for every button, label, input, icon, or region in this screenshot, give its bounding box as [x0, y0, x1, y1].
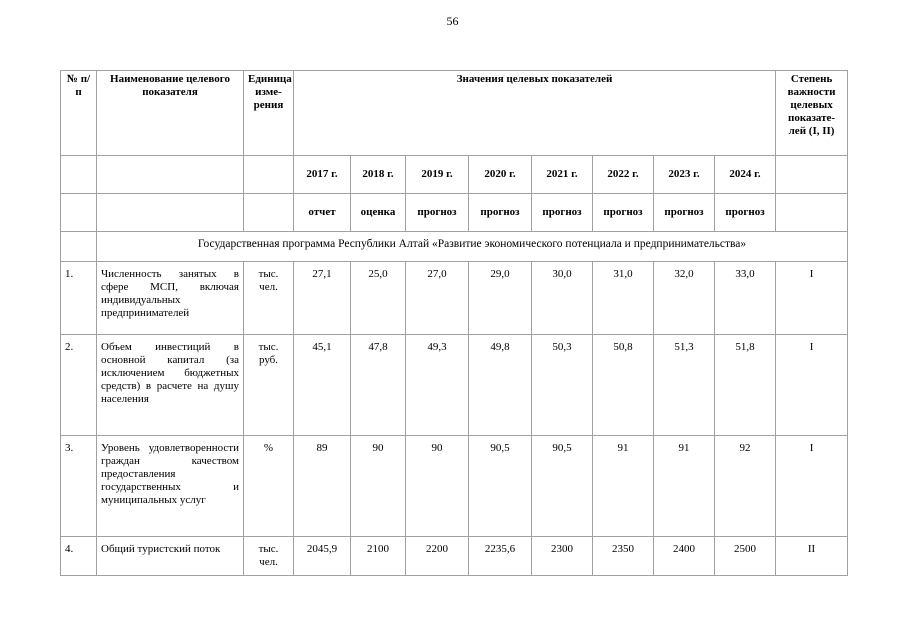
- empty-cell: [97, 156, 244, 194]
- status-cell: прогноз: [532, 194, 593, 232]
- value-cell: 51,3: [654, 335, 715, 436]
- status-cell: прогноз: [715, 194, 776, 232]
- value-cell: 91: [654, 436, 715, 537]
- empty-cell: [61, 232, 97, 262]
- status-cell: отчет: [294, 194, 351, 232]
- value-cell: 29,0: [469, 262, 532, 335]
- year-cell: 2024 г.: [715, 156, 776, 194]
- status-cell: прогноз: [469, 194, 532, 232]
- value-cell: 49,8: [469, 335, 532, 436]
- year-cell: 2023 г.: [654, 156, 715, 194]
- target-indicators-table: [60, 70, 848, 576]
- value-cell: 27,1: [294, 262, 351, 335]
- empty-cell: [776, 156, 848, 194]
- unit-cell: %: [244, 436, 294, 537]
- value-cell: 2045,9: [294, 537, 351, 576]
- value-cell: 90,5: [469, 436, 532, 537]
- unit-cell: тыс. чел.: [244, 537, 294, 576]
- status-cell: прогноз: [654, 194, 715, 232]
- header-importance: Степень важности целевых показате-лей (I, II): [776, 71, 848, 156]
- table-row: [61, 537, 848, 576]
- year-cell: 2018 г.: [351, 156, 406, 194]
- value-cell: 27,0: [406, 262, 469, 335]
- value-cell: 92: [715, 436, 776, 537]
- value-cell: 31,0: [593, 262, 654, 335]
- value-cell: 45,1: [294, 335, 351, 436]
- value-cell: 25,0: [351, 262, 406, 335]
- header-num: № п/п: [61, 71, 97, 156]
- value-cell: 2400: [654, 537, 715, 576]
- program-title: Государственная программа Республики Алтай «Развитие экономического потенциала и предпринимательства»: [97, 232, 848, 262]
- value-cell: 49,3: [406, 335, 469, 436]
- importance-cell: I: [776, 262, 848, 335]
- table-row: [61, 335, 848, 436]
- value-cell: 2200: [406, 537, 469, 576]
- indicator-name: Численность занятых в сфере МСП, включая индивидуальных предпринимателей: [97, 262, 244, 335]
- year-cell: 2021 г.: [532, 156, 593, 194]
- value-cell: 51,8: [715, 335, 776, 436]
- value-cell: 90: [406, 436, 469, 537]
- program-row: [61, 232, 848, 262]
- row-num: 3.: [61, 436, 97, 537]
- year-cell: 2017 г.: [294, 156, 351, 194]
- value-cell: 2500: [715, 537, 776, 576]
- table-row: [61, 436, 848, 537]
- indicator-name: Объем инвестиций в основной капитал (за исключением бюджетных средств) в расчете на душу населения: [97, 335, 244, 436]
- importance-cell: II: [776, 537, 848, 576]
- row-num: 1.: [61, 262, 97, 335]
- value-cell: 91: [593, 436, 654, 537]
- table-row: [61, 262, 848, 335]
- year-cell: 2020 г.: [469, 156, 532, 194]
- value-cell: 89: [294, 436, 351, 537]
- value-cell: 2100: [351, 537, 406, 576]
- importance-cell: I: [776, 436, 848, 537]
- value-cell: 47,8: [351, 335, 406, 436]
- status-cell: прогноз: [593, 194, 654, 232]
- header-indicator-name: Наименование целевого показателя: [97, 71, 244, 156]
- row-num: 2.: [61, 335, 97, 436]
- year-cell: 2019 г.: [406, 156, 469, 194]
- status-cell: оценка: [351, 194, 406, 232]
- value-cell: 33,0: [715, 262, 776, 335]
- header-row: [61, 71, 848, 156]
- empty-cell: [61, 194, 97, 232]
- value-cell: 90,5: [532, 436, 593, 537]
- value-cell: 50,3: [532, 335, 593, 436]
- value-cell: 50,8: [593, 335, 654, 436]
- empty-cell: [61, 156, 97, 194]
- years-row: [61, 156, 848, 194]
- row-num: 4.: [61, 537, 97, 576]
- value-cell: 2235,6: [469, 537, 532, 576]
- unit-cell: тыс. руб.: [244, 335, 294, 436]
- value-cell: 2350: [593, 537, 654, 576]
- header-target-values: Значения целевых показателей: [294, 71, 776, 156]
- unit-cell: тыс. чел.: [244, 262, 294, 335]
- empty-cell: [97, 194, 244, 232]
- importance-cell: I: [776, 335, 848, 436]
- value-cell: 30,0: [532, 262, 593, 335]
- empty-cell: [244, 194, 294, 232]
- empty-cell: [244, 156, 294, 194]
- page-number: 56: [446, 14, 459, 28]
- indicator-name: Общий туристский поток: [97, 537, 244, 576]
- indicator-name: Уровень удовлетворенности граждан качеством предоставления государственных и муниципальных услуг: [97, 436, 244, 537]
- value-cell: 90: [351, 436, 406, 537]
- status-row: [61, 194, 848, 232]
- value-cell: 2300: [532, 537, 593, 576]
- header-unit: Единица изме-рения: [244, 71, 294, 156]
- year-cell: 2022 г.: [593, 156, 654, 194]
- status-cell: прогноз: [406, 194, 469, 232]
- empty-cell: [776, 194, 848, 232]
- value-cell: 32,0: [654, 262, 715, 335]
